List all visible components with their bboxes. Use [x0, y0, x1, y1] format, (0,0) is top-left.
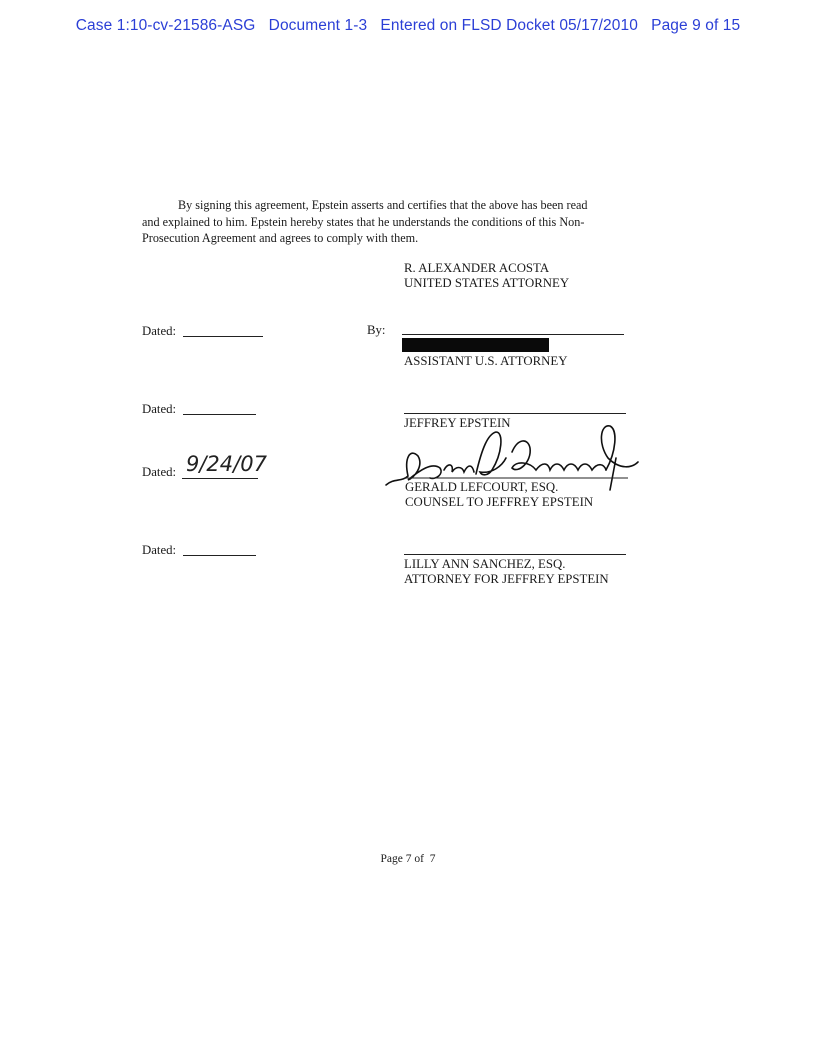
redaction-bar: [402, 338, 549, 352]
signer-title: COUNSEL TO JEFFREY EPSTEIN: [405, 495, 594, 509]
signer-name: LILLY ANN SANCHEZ, ESQ.: [404, 557, 566, 571]
date-line: [183, 555, 256, 556]
signer-title: ATTORNEY FOR JEFFREY EPSTEIN: [404, 572, 609, 586]
dated-label: Dated:: [142, 324, 177, 338]
signature-line: [404, 413, 626, 414]
signature-line: [404, 554, 626, 555]
handwritten-date: 9/24/07: [186, 452, 267, 476]
by-label: By:: [367, 323, 386, 337]
dated-label: Dated:: [142, 543, 177, 557]
dated-label: Dated:: [142, 465, 177, 479]
paragraph-line: Prosecution Agreement and agrees to comply with them.: [142, 231, 419, 245]
paragraph-line: and explained to him. Epstein hereby states that he understands the conditions of this Non-: [142, 214, 585, 229]
date-line: [182, 478, 258, 479]
signature-line: [402, 334, 624, 335]
certification-paragraph: [142, 197, 630, 247]
signer-name: JEFFREY EPSTEIN: [404, 416, 511, 430]
date-line: [183, 336, 263, 337]
signer-title: ASSISTANT U.S. ATTORNEY: [404, 354, 568, 368]
us-attorney-name: R. ALEXANDER ACOSTA: [404, 261, 550, 275]
dated-label: Dated:: [142, 402, 177, 416]
date-line: [183, 414, 256, 415]
signer-name: GERALD LEFCOURT, ESQ.: [405, 480, 559, 494]
page-number: Page 7 of 7: [380, 853, 436, 865]
us-attorney-title: UNITED STATES ATTORNEY: [404, 276, 570, 290]
court-filing-header: Case 1:10-cv-21586-ASG Document 1-3 Entered on FLSD Docket 05/17/2010 Page 9 of 15: [75, 17, 741, 34]
paragraph-line: By signing this agreement, Epstein asserts and certifies that the above has been read: [178, 198, 588, 212]
